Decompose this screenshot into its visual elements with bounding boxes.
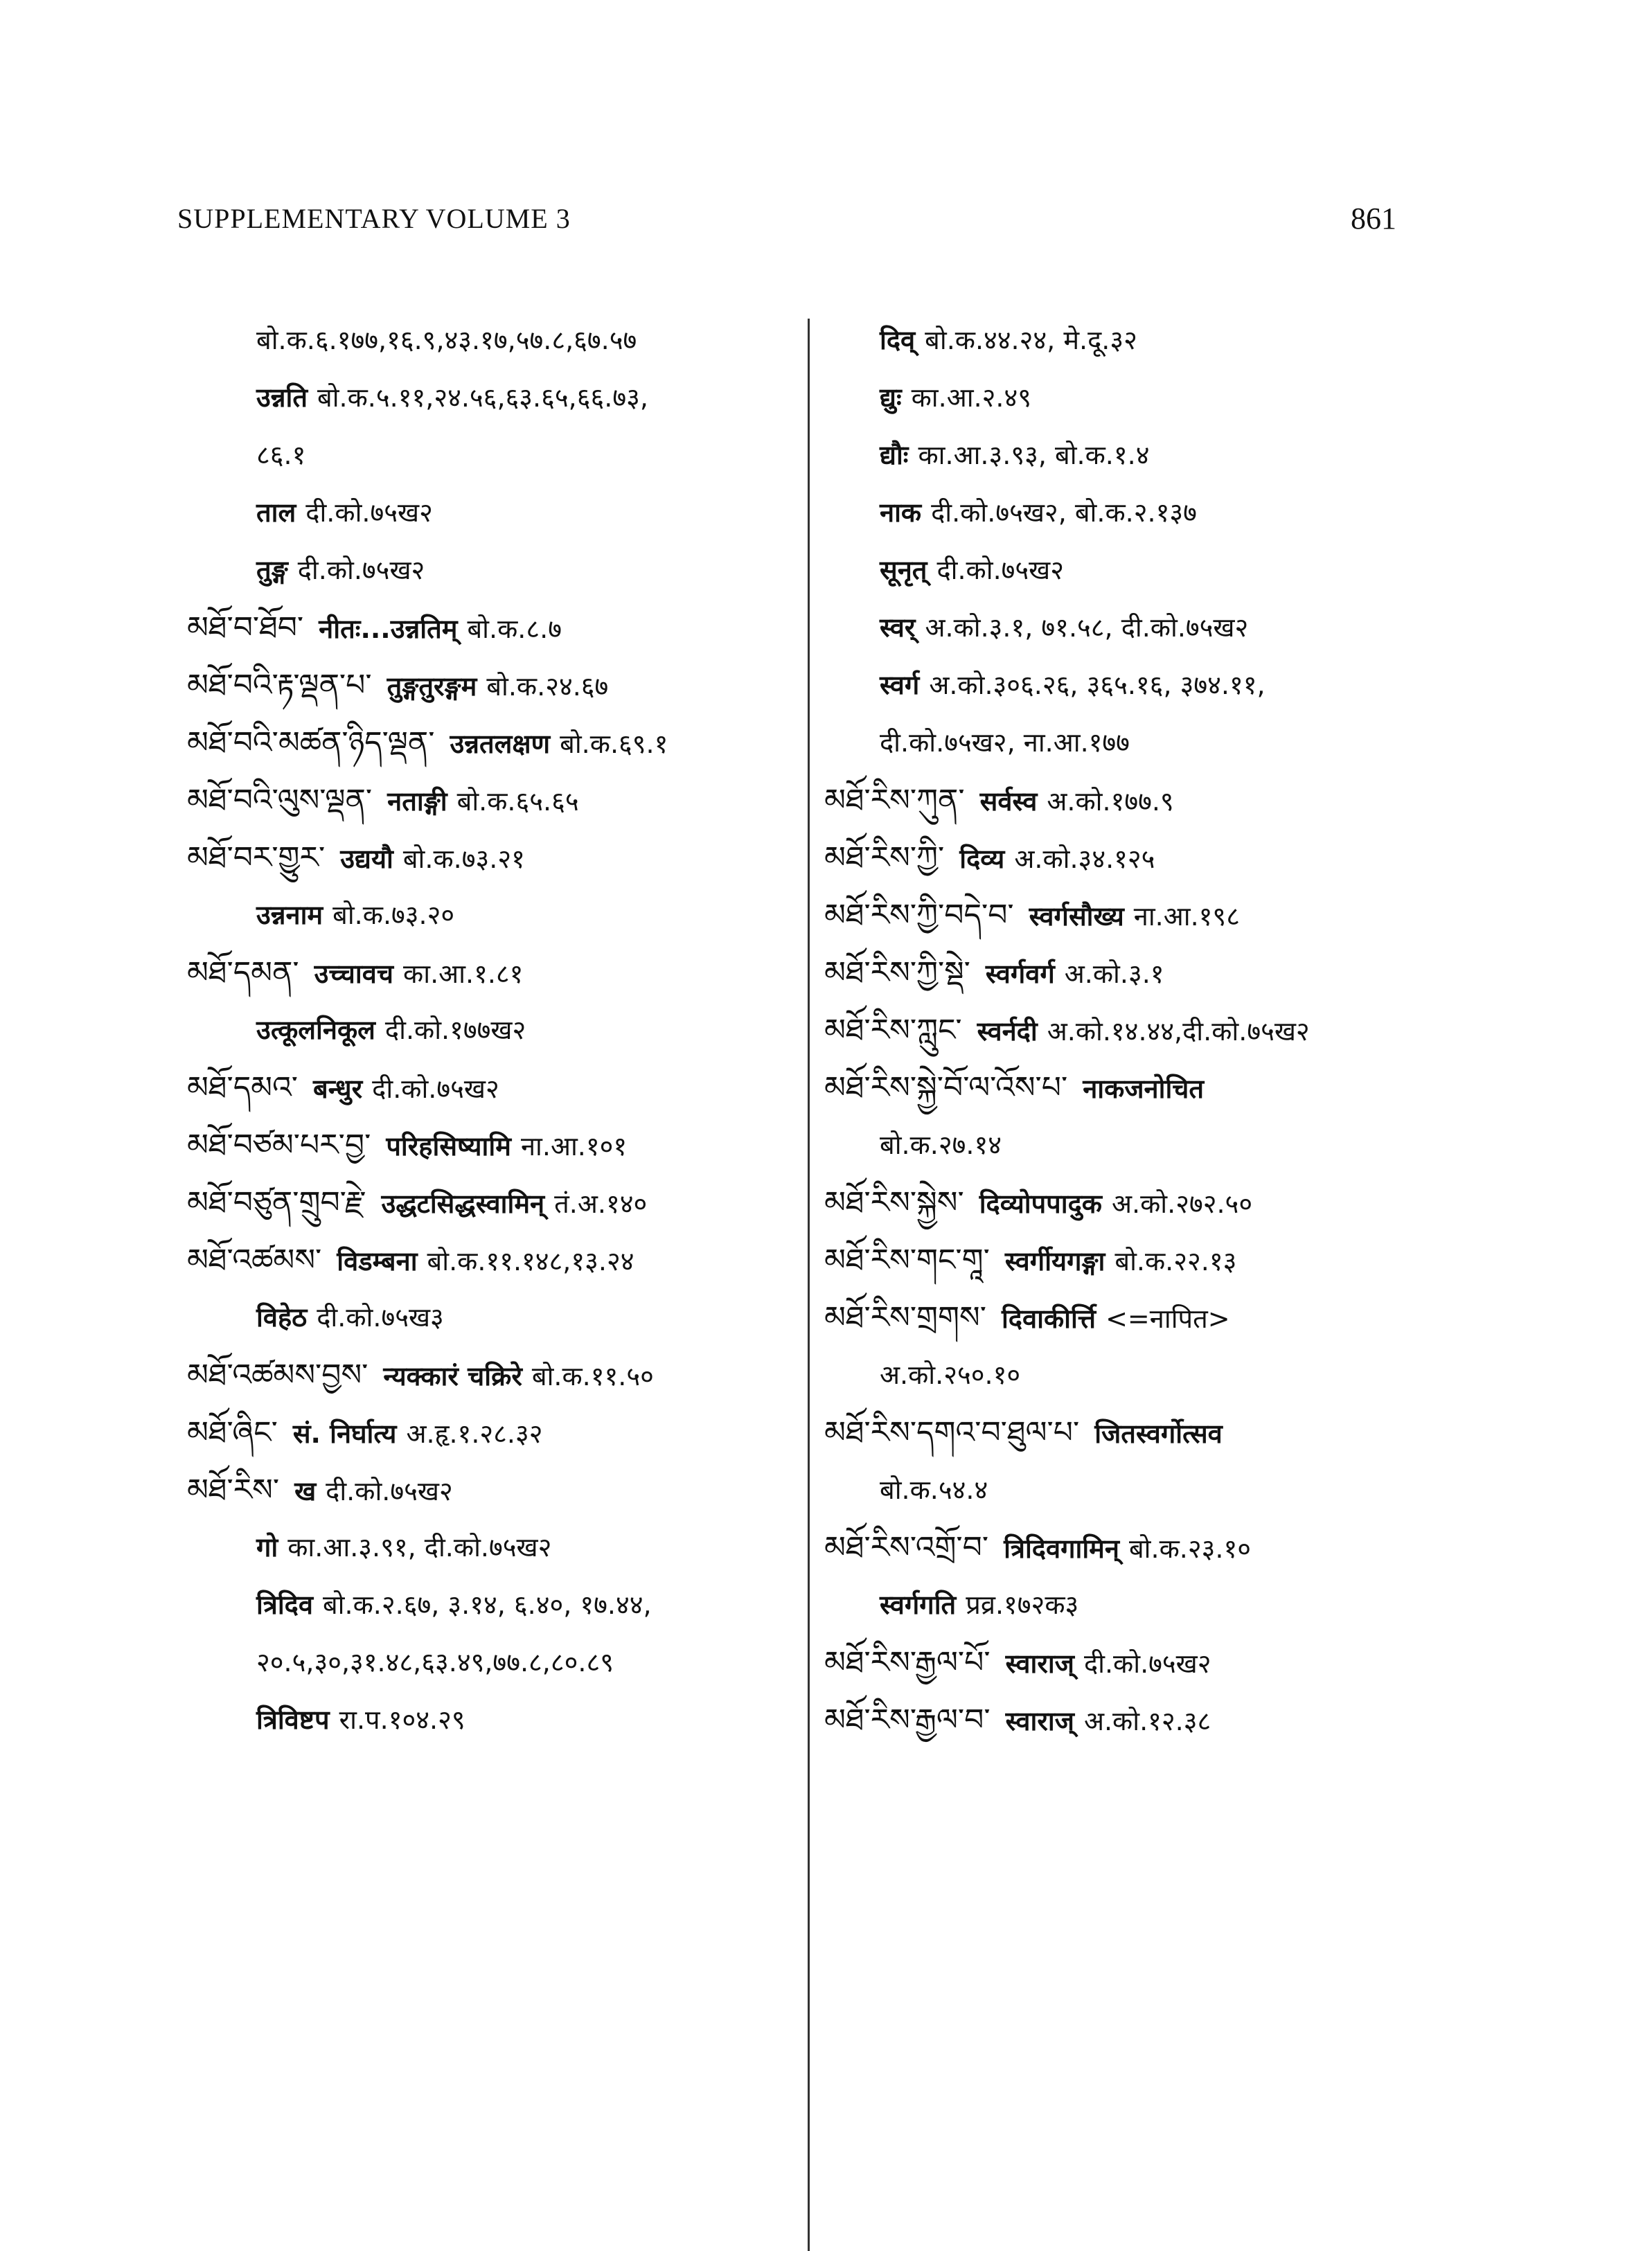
tibetan-headword: མཐོ་རིས་སྐྱེ་བོ་ལ་འོས་པ་: [824, 1070, 1068, 1105]
dictionary-entry-line: [824, 657, 1448, 714]
dictionary-entry-line: [824, 1174, 1448, 1231]
source-reference: का.आ.३.९१, दी.को.७५ख२: [287, 1532, 552, 1563]
sanskrit-equivalent: उच्चावच: [314, 959, 394, 989]
sanskrit-equivalent: दिव्य: [959, 844, 1005, 874]
source-reference: का.आ.२.४९: [911, 382, 1032, 413]
source-reference: अ.को.३.१, ७१.५८, दी.को.७५ख२: [925, 612, 1249, 643]
dictionary-entry-line: [824, 1691, 1448, 1749]
dictionary-entry-line: [187, 1576, 810, 1634]
dictionary-entry-line: [187, 1289, 810, 1346]
source-reference: अ.को.३४.१२५: [1014, 844, 1155, 874]
source-reference: दी.को.७५ख२: [1083, 1648, 1211, 1679]
dictionary-entry-line: [187, 542, 810, 599]
dictionary-entry-line: [187, 1231, 810, 1289]
tibetan-headword: མཐོ་བ་ཐོབ་: [187, 610, 304, 646]
dictionary-entry-line: [187, 829, 810, 887]
dictionary-entry-line: [824, 427, 1448, 484]
source-reference: दी.को.७५ख२: [326, 1476, 453, 1506]
dictionary-entry-line: [824, 1634, 1448, 1691]
dictionary-entry-line: [824, 1231, 1448, 1289]
tibetan-headword: མཐོ་བཙམ་པར་བྱ་: [187, 1128, 371, 1163]
dictionary-entry-line: [824, 714, 1448, 772]
tibetan-headword: མཐོ་རིས་ཀླུང་: [824, 1013, 962, 1048]
column-divider: [808, 319, 810, 2251]
sanskrit-equivalent: स्वर्गवर्ग: [985, 959, 1055, 989]
dictionary-entry-line: [187, 657, 810, 714]
tibetan-headword: མཐོ་རིས་ཀྱི་སྡེ་: [824, 955, 970, 990]
tibetan-headword: མཐོ་རིས་: [187, 1473, 280, 1508]
sanskrit-equivalent: स्वर्गगति: [880, 1590, 957, 1620]
tibetan-headword: མཐོ་རིས་གང་གཱ་: [824, 1243, 990, 1278]
dictionary-entry-line: [187, 1404, 810, 1461]
source-reference: तं.अ.१४०: [554, 1189, 648, 1219]
dictionary-entry-line: [187, 1691, 810, 1749]
sanskrit-equivalent: तुङ्ग: [256, 555, 288, 585]
source-reference: बो.क.२७.१४: [880, 1130, 1002, 1160]
source-reference: बो.क.५४.४: [880, 1475, 988, 1505]
dictionary-entry-line: [824, 1461, 1448, 1519]
tibetan-headword: མཐོ་རིས་ཀྱི་: [824, 840, 945, 875]
tibetan-headword: མཐོ་བའི་ལུས་ལྡན་: [187, 783, 373, 818]
source-reference: बो.क.७३.२१: [402, 844, 525, 874]
dictionary-entry-line: [187, 1116, 810, 1174]
dictionary-entry-line: [187, 1461, 810, 1519]
source-reference: बो.क.६५.६५: [456, 786, 579, 817]
sanskrit-equivalent: विहेठ: [256, 1302, 308, 1333]
dictionary-entry-line: [187, 1346, 810, 1404]
sanskrit-equivalent: बन्धुर: [313, 1074, 363, 1104]
source-reference: दी.को.७५ख२: [372, 1074, 499, 1104]
sanskrit-equivalent: दिव्: [880, 325, 916, 355]
sanskrit-equivalent: ताल: [256, 497, 296, 528]
sanskrit-equivalent: सूनृत्: [880, 555, 927, 585]
sanskrit-equivalent: स्वर्: [880, 612, 916, 643]
dictionary-entry-line: [824, 772, 1448, 829]
source-reference: का.आ.३.९३, बो.क.१.४: [918, 440, 1150, 470]
dictionary-entry-line: [824, 829, 1448, 887]
sanskrit-equivalent: उन्ननाम: [256, 900, 323, 930]
source-reference: अ.को.१२.३८: [1083, 1706, 1211, 1736]
sanskrit-equivalent: सर्वस्व: [979, 786, 1038, 817]
dictionary-entry-line: [824, 369, 1448, 427]
dictionary-entry-line: [187, 1634, 810, 1691]
dictionary-entry-line: [187, 1174, 810, 1231]
source-reference: का.आ.१.८१: [403, 959, 524, 989]
sanskrit-equivalent: द्युः: [880, 382, 902, 413]
running-head: SUPPLEMENTARY VOLUME 3: [177, 203, 571, 234]
dictionary-entry-line: [824, 1346, 1448, 1404]
dictionary-entry-line: [187, 312, 810, 369]
sanskrit-equivalent: गो: [256, 1532, 278, 1563]
sanskrit-equivalent: त्रिदिवगामिन्: [1004, 1533, 1119, 1564]
sanskrit-equivalent: त्रिदिव: [256, 1590, 313, 1620]
tibetan-headword: མཐོ་བར་གྱུར་: [187, 840, 326, 875]
source-reference: दी.को.७५ख३: [317, 1302, 444, 1333]
source-reference: बो.क.२२.१३: [1114, 1246, 1237, 1276]
source-reference: <=नापित>: [1105, 1304, 1230, 1334]
source-reference: रा.प.१०४.२९: [339, 1705, 465, 1735]
source-reference: अ.को.३०६.२६, ३६५.१६, ३७४.११,: [929, 670, 1265, 700]
sanskrit-equivalent: स्वर्गीयगङ्गा: [1004, 1246, 1105, 1276]
source-reference: ८६.१: [256, 440, 306, 470]
dictionary-entry-line: [187, 1059, 810, 1116]
dictionary-entry-line: [187, 944, 810, 1002]
source-reference: बो.क.४४.२४, मे.दू.३२: [925, 325, 1137, 355]
dictionary-entry-line: [187, 772, 810, 829]
sanskrit-equivalent: तुङ्गतुरङ्गम: [387, 671, 477, 702]
source-reference: बो.क.२.६७, ३.१४, ६.४०, १७.४४,: [322, 1590, 652, 1620]
source-reference: अ.हृ.१.२८.३२: [406, 1418, 543, 1449]
dictionary-entry-line: [187, 887, 810, 944]
sanskrit-equivalent: उन्नति: [256, 382, 308, 413]
page-number: 861: [1351, 202, 1396, 235]
tibetan-headword: མཐོ་དམན་: [187, 955, 299, 990]
source-reference: बो.क.५.११,२४.५६,६३.६५,६६.७३,: [317, 382, 648, 413]
source-reference: अ.को.१७७.९: [1047, 786, 1174, 817]
sanskrit-equivalent: स्वाराज्: [1005, 1648, 1074, 1679]
source-reference: प्रव्र.१७२क३: [966, 1590, 1079, 1620]
source-reference: अ.को.३.१: [1064, 959, 1164, 989]
dictionary-entry-line: [187, 714, 810, 772]
dictionary-entry-line: [187, 427, 810, 484]
source-reference: दी.को.७५ख२, ना.आ.१७७: [880, 727, 1130, 758]
sanskrit-equivalent: स्वर्ग: [880, 670, 920, 700]
source-reference: बो.क.६.१७७,१६.९,४३.१७,५७.८,६७.५७: [256, 325, 637, 355]
source-reference: दी.को.७५ख२: [936, 555, 1065, 585]
dictionary-entry-line: [187, 369, 810, 427]
sanskrit-equivalent: जितस्वर्गोत्सव: [1094, 1418, 1223, 1449]
sanskrit-equivalent: उद्धटसिद्धस्वामिन्: [381, 1189, 545, 1219]
source-reference: दी.को.७५ख२: [305, 497, 433, 528]
sanskrit-equivalent: नाकजनोचित: [1083, 1074, 1205, 1104]
source-reference: अ.को.२५०.१०: [880, 1360, 1021, 1390]
source-reference: बो.क.८.७: [467, 614, 562, 644]
tibetan-headword: མཐོ་བཙུན་གྲུབ་རྗེ་: [187, 1185, 366, 1220]
sanskrit-equivalent: उन्नतलक्षण: [450, 729, 551, 759]
sanskrit-equivalent: स्वाराज्: [1005, 1706, 1074, 1736]
source-reference: ना.आ.१०१: [520, 1131, 628, 1162]
sanskrit-equivalent: विडम्बना: [337, 1246, 418, 1276]
sanskrit-equivalent: न्यक्कारं चक्रिरे: [383, 1361, 522, 1391]
source-reference: अ.को.२७२.५०: [1111, 1189, 1253, 1219]
source-reference: बो.क.२३.१०: [1128, 1533, 1251, 1564]
sanskrit-equivalent: नीतः...उन्नतिम्: [319, 614, 458, 644]
tibetan-headword: མཐོ་རིས་འགྲོ་བ་: [824, 1530, 989, 1565]
tibetan-headword: མཐོ་རིས་གྲགས་: [824, 1300, 986, 1335]
dictionary-entry-line: [824, 1289, 1448, 1346]
tibetan-headword: མཐོ་རིས་ཀྱི་བདེ་བ་: [824, 898, 1014, 933]
tibetan-headword: མཐོ་རིས་སྐྱེས་: [824, 1185, 964, 1220]
sanskrit-equivalent: उद्ययौ: [340, 844, 393, 874]
dictionary-entry-line: [824, 1059, 1448, 1116]
sanskrit-equivalent: स्वर्नदी: [977, 1016, 1038, 1047]
sanskrit-equivalent: नताङ्गी: [387, 786, 447, 817]
left-column: [187, 312, 810, 1749]
dictionary-entry-line: [824, 887, 1448, 944]
dictionary-entry-line: [824, 599, 1448, 657]
dictionary-entry-line: [824, 312, 1448, 369]
dictionary-entry-line: [824, 542, 1448, 599]
tibetan-headword: མཐོ་རིས་ཀུན་: [824, 783, 965, 818]
dictionary-entry-line: [824, 1519, 1448, 1576]
sanskrit-equivalent: त्रिविष्टप: [256, 1705, 330, 1735]
source-reference: बो.क.११.१४८,१३.२४: [427, 1246, 634, 1276]
tibetan-headword: མཐོ་ཞིང་: [187, 1415, 278, 1450]
sanskrit-equivalent: नाक: [880, 497, 922, 528]
source-reference: बो.क.११.५०: [531, 1361, 654, 1391]
dictionary-entry-line: [824, 1576, 1448, 1634]
dictionary-entry-line: [824, 1404, 1448, 1461]
tibetan-headword: མཐོ་འཚམས་བྱས་: [187, 1358, 368, 1393]
tibetan-headword: མཐོ་བའི་རྟ་ལྡན་པ་: [187, 668, 372, 703]
dictionary-entry-line: [824, 1002, 1448, 1059]
dictionary-entry-line: [824, 484, 1448, 542]
sanskrit-equivalent: ख: [294, 1476, 317, 1506]
sanskrit-equivalent: द्यौः: [880, 440, 909, 470]
tibetan-headword: མཐོ་འཚམས་: [187, 1243, 322, 1278]
sanskrit-equivalent: सं. निर्घात्य: [292, 1418, 397, 1449]
sanskrit-equivalent: उत्कूलनिकूल: [256, 1015, 375, 1045]
sanskrit-equivalent: दिव्योपपादुक: [979, 1189, 1102, 1219]
right-column: [824, 312, 1448, 1749]
dictionary-entry-line: [824, 1116, 1448, 1174]
sanskrit-equivalent: परिहसिष्यामि: [386, 1131, 511, 1162]
source-reference: अ.को.१४.४४,दी.को.७५ख२: [1047, 1016, 1310, 1047]
source-reference: बो.क.६९.१: [560, 729, 668, 759]
dictionary-entry-line: [187, 1519, 810, 1576]
dictionary-entry-line: [187, 599, 810, 657]
tibetan-headword: མཐོ་རིས་རྒྱལ་བ་: [824, 1702, 991, 1738]
dictionary-entry-line: [187, 1002, 810, 1059]
dictionary-entry-line: [824, 944, 1448, 1002]
source-reference: दी.को.१७७ख२: [384, 1015, 526, 1045]
tibetan-headword: མཐོ་དམའ་: [187, 1070, 299, 1105]
sanskrit-equivalent: स्वर्गसौख्य: [1029, 901, 1124, 932]
tibetan-headword: མཐོ་རིས་དགའ་བ་ཐུལ་པ་: [824, 1415, 1080, 1450]
source-reference: बो.क.७३.२०: [332, 900, 455, 930]
source-reference: दी.को.७५ख२, बो.क.२.१३७: [931, 497, 1197, 528]
sanskrit-equivalent: दिवाकीर्त्ति: [1001, 1304, 1096, 1334]
source-reference: ना.आ.१९८: [1133, 901, 1240, 932]
tibetan-headword: མཐོ་བའི་མཚན་ཉིད་ལྡན་: [187, 725, 435, 760]
source-reference: बो.क.२४.६७: [486, 671, 609, 702]
tibetan-headword: མཐོ་རིས་རྒྱལ་པོ་: [824, 1645, 991, 1680]
dictionary-entry-line: [187, 484, 810, 542]
source-reference: दी.को.७५ख२: [297, 555, 425, 585]
source-reference: २०.५,३०,३१.४८,६३.४९,७७.८,८०.८९: [256, 1647, 614, 1678]
